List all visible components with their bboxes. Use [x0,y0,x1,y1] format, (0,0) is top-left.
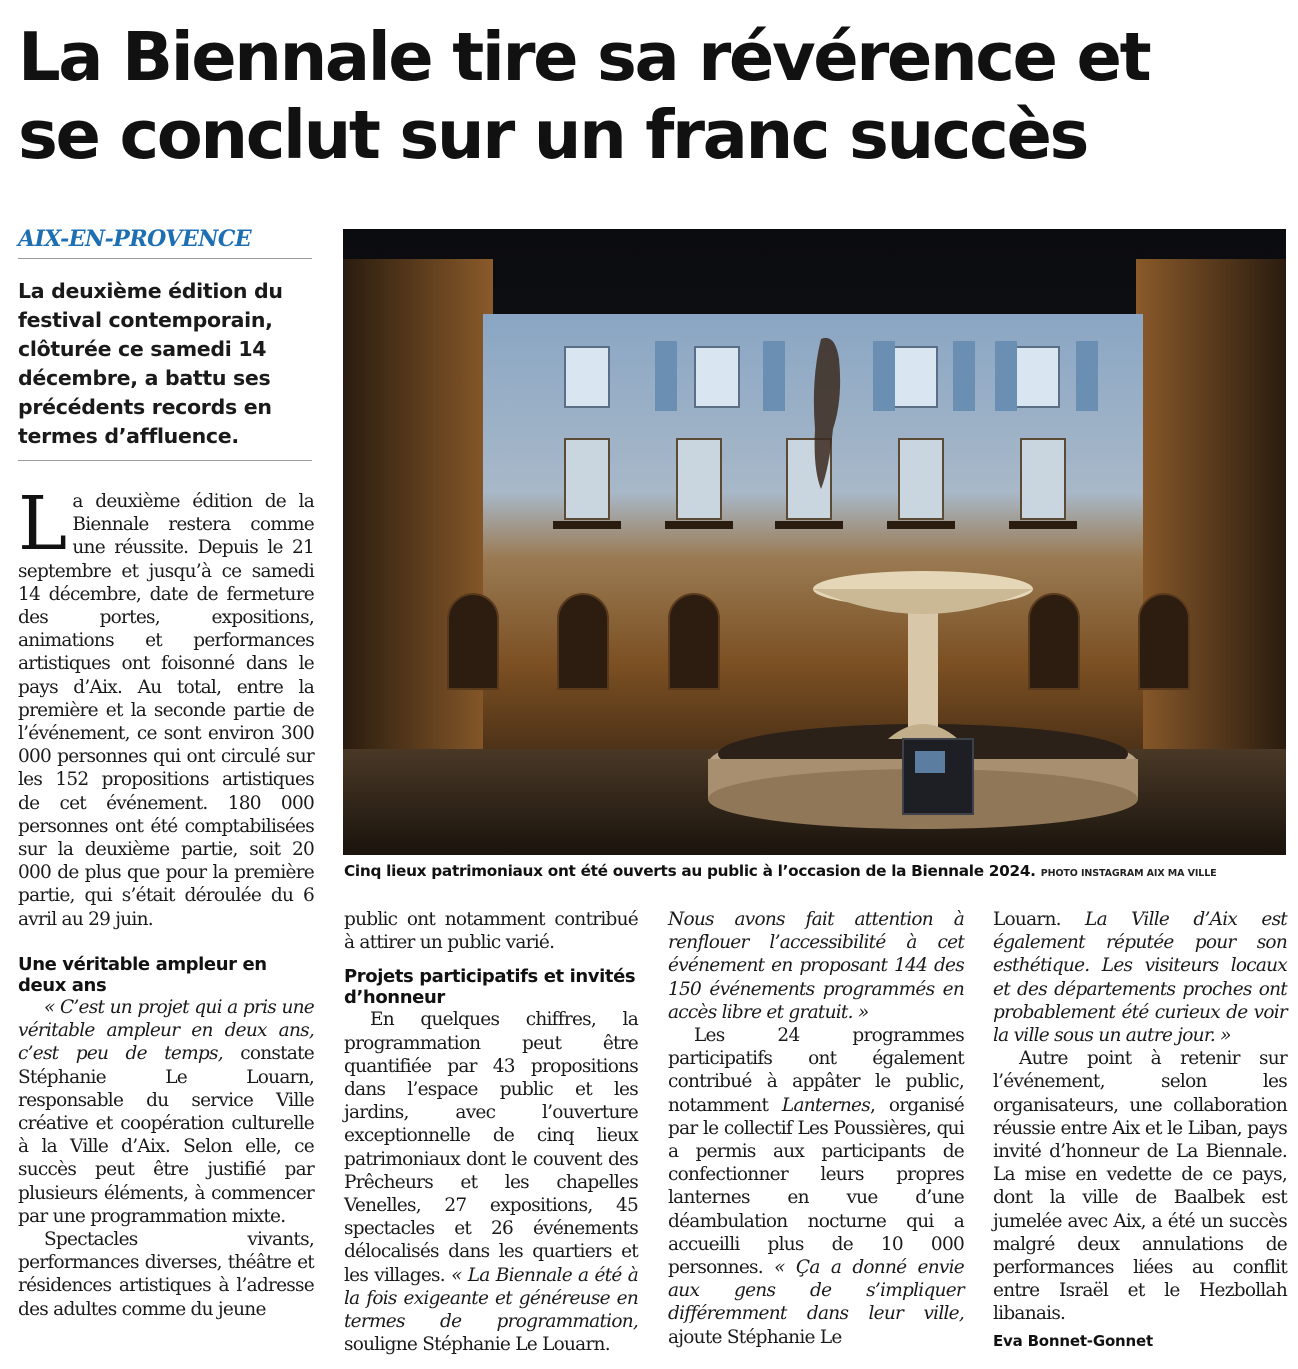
article-column-3 [668,908,964,1349]
subhead-ampleur: Une véritable ampleur en deux ans [18,954,267,996]
paragraph-liban: Autre point à retenir sur l’événement, selon les organisateurs, une collaboration réussie entre Aix et le Liban, pays invité d’honneur de La Biennale. La mise en vedette de ce pays, dont la ville de Baalbek est jumelée avec Aix, a été un succès malgré deux annulations de performances liées au conflit entre Israël et le Hezbollah libanais. [993,1048,1287,1325]
text-souligne: souligne Stéphanie Le Louarn. [344,1334,610,1356]
paragraph-participatifs [668,1024,964,1349]
paragraph-spectacles: Spectacles vivants, performances diverses, théâtre et résidences artistiques à l’adresse des adultes comme du jeune [18,1229,314,1320]
article-column-1-bottom [18,954,314,1321]
headline [18,18,1288,174]
standfirst: La deuxième édition du festival contemporain, clôturée ce samedi 14 décembre, a battu ses précédents records en termes d’affluence. [18,277,312,461]
text-chiffres: En quelques chiffres, la programmation peut être quantifiée par 43 propositions dans l’espace public et les jardins, avec l’ouverture exceptionnelle de cinq lieux patrimoniaux dont le couvent des Prêcheurs et les chapelles Venelles, 27 expositions, 45 spectacles et 26 événements délocalisés dans les quartiers et les villages. [344,1009,638,1286]
article-column-4 [993,908,1287,1353]
subhead-projets: Projets participatifs et invités d’honneur [344,966,636,1009]
quote-ampleur: « C’est un projet qui a pris une véritable ampleur en deux ans, c’est peu de temps, [18,997,314,1065]
text-ampleur: constate Stéphanie Le Louarn, responsable du service Ville créative et coopération culturelle à la Ville d’Aix. Selon elle, ce succès peut être justifié par plusieurs éléments, à commencer par une programmation mixte. [18,1043,314,1227]
intro-paragraph [18,481,314,931]
lanternes-title: Lanternes [781,1094,870,1116]
courtyard-projection-photo [343,229,1286,855]
paragraph-spectacles-cont: public ont notamment contribué à attirer un public varié. [344,909,638,954]
article-column-2 [344,908,638,1356]
author-byline: Eva Bonnet-Gonnet [993,1331,1153,1350]
headline-line-1: La Biennale tire sa révérence et [18,18,1150,96]
paragraph-ampleur [18,996,314,1228]
text-poussieres: , organisé par le collectif Les Poussières, qui a permis aux participants de confectionner leurs propres lanternes en vue d’une déambulation nocturne qui a accueilli plus de 10 000 personnes. [668,1094,964,1279]
intro-text: a deuxième édition de la Biennale restera comme une réussite. Depuis le 21 septembre et jusqu’à ce samedi 14 décembre, date de fermeture des portes, expositions, animations et performances artistiques ont foisonné dans le pays d’Aix. Au total, entre la première et la seconde partie de l’événement, ce sont environ 300 000 personnes qui ont circulé sur les 152 propositions artistiques de cet événement. 180 000 personnes ont été comptabilisées sur la deuxième partie, soit 20 000 de plus que pour la première partie, qui s’était déroulée du 6 avril au 29 juin. [18,491,314,930]
headline-line-2: se conclut sur un franc succès [18,96,1087,174]
quote-envie: « Ça a donné envie aux gens de s’impliquer différemment dans leur ville, [668,1257,964,1325]
article-column-1-top [18,481,314,931]
text-louarn: Louarn. [993,909,1061,930]
paragraph-esthetique [993,908,1287,1047]
paragraph-chiffres [344,1008,638,1356]
article-photo [343,229,1286,855]
caption-text: Cinq lieux patrimoniaux ont été ouverts au public à l’occasion de la Biennale 2024. [344,862,1036,880]
paragraph-accessibilite [668,908,964,1024]
text-participatifs: Les 24 programmes participatifs ont également contribué à appâter le public, notamment [668,1025,964,1116]
photo-caption [344,862,1286,880]
drop-cap: L [18,481,67,567]
photo-credit: PHOTO INSTAGRAM AIX MA VILLE [1040,868,1217,879]
quote-accessibilite: Nous avons fait attention à renflouer l’accessibilité à cet événement en proposant 144 des 150 événements programmés en accès libre et gratuit. » [668,909,964,1023]
quote-biennale: « La Biennale a été à la fois exigeante et généreuse en termes de programmation, [344,1264,638,1333]
text-ajoute: ajoute Stéphanie Le [668,1326,842,1348]
location-kicker: AIX-EN-PROVENCE [18,226,312,259]
quote-esthetique: La Ville d’Aix est également réputée pour son esthétique. Les visiteurs locaux et des départements proches ont probablement été curieux de voir la ville sous un autre jour. » [993,909,1287,1047]
